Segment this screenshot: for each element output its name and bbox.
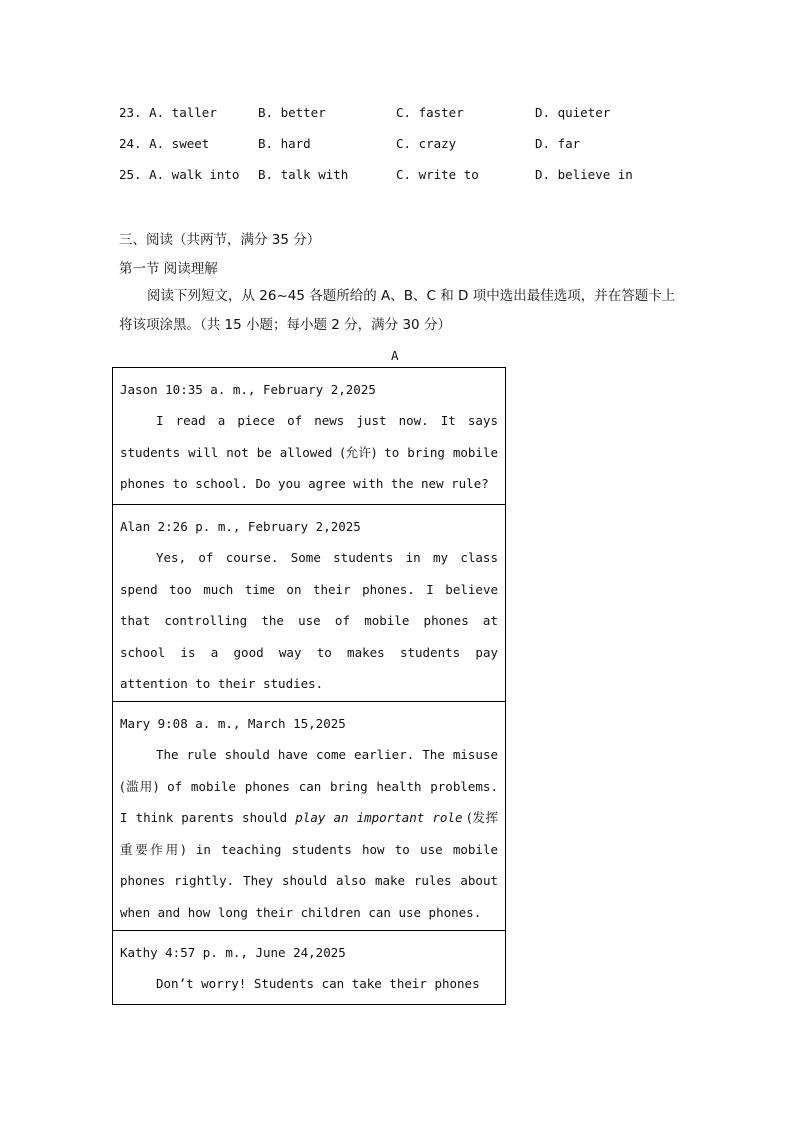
option-a-text: A. walk into xyxy=(149,167,240,182)
option-a-text: A. sweet xyxy=(149,136,210,151)
section-subtitle: 第一节 阅读理解 xyxy=(119,261,218,277)
option-d: D. believe in xyxy=(535,167,633,182)
option-a xyxy=(119,136,209,151)
option-row-24 xyxy=(119,136,719,154)
passage-label: A xyxy=(391,348,399,363)
post-gloss: (允许) xyxy=(340,444,377,460)
option-row-25 xyxy=(119,167,719,185)
post-italic-phrase: play an important role xyxy=(295,810,463,825)
post-header: Jason 10:35 a. m., February 2,2025 xyxy=(120,382,376,397)
option-b: B. hard xyxy=(258,136,311,151)
option-c: C. faster xyxy=(396,105,464,120)
post-mary xyxy=(113,702,505,931)
option-c: C. write to xyxy=(396,167,479,182)
instruction-line-1: 阅读下列短文，从 26~45 各题所给的 A、B、C 和 D 项中选出最佳选项，并在答题卡上 xyxy=(147,288,676,304)
option-row-23 xyxy=(119,105,719,123)
instructions xyxy=(119,282,679,340)
post-header: Mary 9:08 a. m., March 15,2025 xyxy=(120,716,346,731)
question-number: 23. xyxy=(119,105,142,120)
option-b: B. talk with xyxy=(258,167,349,182)
post-body: Don’t worry! Students can take their phones xyxy=(156,976,480,991)
post-alan xyxy=(113,505,505,702)
post-gloss: (发挥重要作用) xyxy=(120,810,498,857)
posts-table xyxy=(112,367,506,1005)
post-jason xyxy=(113,368,505,505)
post-body: Yes, of course. Some students in my class spend too much time on their phones. I believe that controlling the use of mobile phones at school is a good way to makes students pay attention to their studies. xyxy=(120,550,498,691)
post-body xyxy=(120,405,498,500)
option-d: D. far xyxy=(535,136,581,151)
post-text: in teaching students how to use mobile phones rightly. They should also make rules about when and how long their children can use phones. xyxy=(120,841,498,920)
post-kathy xyxy=(113,931,505,1004)
post-gloss: (滥用) xyxy=(120,778,159,794)
post-text: I read a piece of news just now. It says students will not be allowed xyxy=(120,413,498,460)
post-header: Kathy 4:57 p. m., June 24,2025 xyxy=(120,945,346,960)
instruction-line-2: 将该项涂黑。（共 15 小题；每小题 2 分，满分 30 分） xyxy=(119,317,451,333)
option-a-text: A. taller xyxy=(149,105,217,120)
option-a xyxy=(119,105,217,120)
option-b: B. better xyxy=(258,105,326,120)
post-text: The rule should have come earlier. The misuse xyxy=(156,747,498,762)
post-text: of mobile phones can bring health problems. I think parents should xyxy=(120,778,498,825)
option-d: D. quieter xyxy=(535,105,611,120)
section-title: 三、阅读（共两节，满分 35 分） xyxy=(119,232,321,248)
post-header: Alan 2:26 p. m., February 2,2025 xyxy=(120,519,361,534)
question-number: 24. xyxy=(119,136,142,151)
post-body xyxy=(120,739,498,928)
option-a xyxy=(119,167,239,182)
option-c: C. crazy xyxy=(396,136,457,151)
question-number: 25. xyxy=(119,167,142,182)
post-text: to bring mobile phones to school. Do you agree with the new rule? xyxy=(120,444,498,491)
